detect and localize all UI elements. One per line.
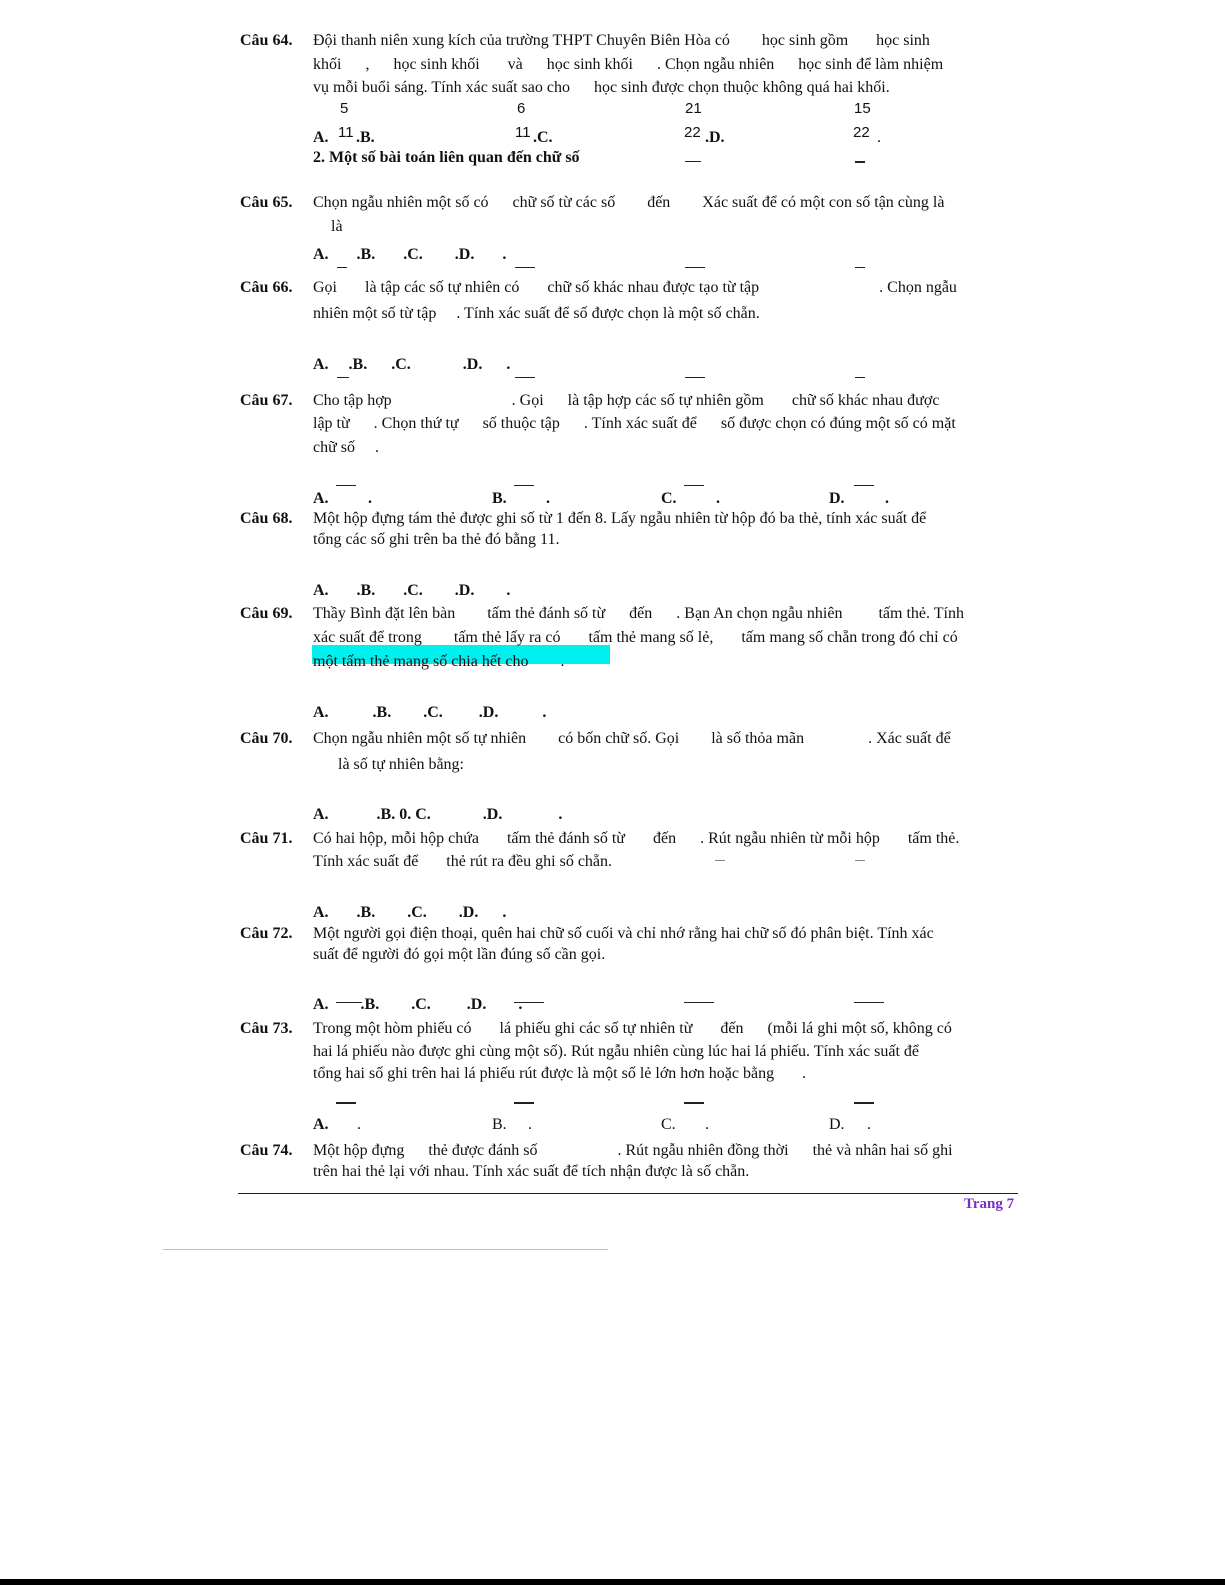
fraction-bar [336, 1102, 356, 1104]
fraction-bar [514, 1102, 534, 1104]
question-73-line-1: Trong một hòm phiếu có lá phiếu ghi các số tự nhiên từ đến (mỗi lá ghi một số, không có [313, 1020, 952, 1037]
question-72-line-1: Một người gọi điện thoại, quên hai chữ số cuối và chỉ nhớ rằng hai chữ số đó phân biệt. Tính xác [313, 925, 934, 942]
question-64-label: Câu 64. [240, 32, 293, 49]
question-68-options: A. .B. .C. .D. . [313, 582, 511, 599]
question-65-label: Câu 65. [240, 194, 293, 211]
question-68-line-2: tổng các số ghi trên ba thẻ đó bằng 11. [313, 531, 560, 548]
question-67-line-2: lập từ . Chọn thứ tự số thuộc tập . Tính xác suất để số được chọn có đúng một số có mặt [313, 415, 956, 432]
question-74-line-1: Một hộp đựng thẻ được đánh số . Rút ngẫu nhiên đồng thời thẻ và nhân hai số ghi [313, 1142, 953, 1159]
q67-dot-d: . [885, 490, 889, 507]
question-74-label: Câu 74. [240, 1142, 293, 1159]
q67-option-a: A. [313, 490, 329, 507]
fraction-bar [684, 1002, 714, 1003]
question-65-line-1: Chọn ngẫu nhiên một số có chữ số từ các số đến Xác suất để có một con số tận cùng là [313, 194, 945, 211]
question-69-label: Câu 69. [240, 605, 293, 622]
question-64-line-3: vụ mỗi buổi sáng. Tính xác suất sao cho học sinh được chọn thuộc không quá hai khối. [313, 79, 890, 96]
section-2-heading: 2. Một số bài toán liên quan đến chữ số [313, 149, 580, 166]
q64-b-denominator: 11 [515, 124, 531, 141]
q67-option-c: C. [661, 490, 677, 507]
q64-end-dot: . [877, 129, 881, 146]
question-72-label: Câu 72. [240, 925, 293, 942]
q73-option-a: A. [313, 1116, 329, 1133]
q73-option-b: B. [492, 1116, 507, 1133]
q64-c-denominator: 22 [684, 124, 701, 141]
fraction-bar [685, 377, 705, 378]
footer-rule [238, 1193, 1018, 1194]
fraction-bar [854, 1102, 874, 1104]
question-69-options: A. .B. .C. .D. . [313, 704, 547, 721]
question-73-label: Câu 73. [240, 1020, 293, 1037]
q64-a-numerator: 5 [340, 100, 349, 117]
question-71-line-2: Tính xác suất để thẻ rút ra đều ghi số chẵn. [313, 853, 613, 870]
fraction-bar [715, 860, 725, 861]
q73-dot-b: . [528, 1116, 532, 1133]
question-69-line-2: xác suất để trong tấm thẻ lấy ra có tấm thẻ mang số lẻ, tấm mang số chẵn trong đó chỉ có [313, 629, 958, 646]
fraction-bar [685, 161, 701, 162]
fraction-bar [514, 485, 534, 486]
q64-option-d: .D. [705, 129, 725, 146]
question-70-options: A. .B. 0. C. .D. . [313, 806, 563, 823]
fraction-bar [854, 485, 874, 486]
question-66-line-2: nhiên một số từ tập . Tính xác suất để số được chọn là một số chẵn. [313, 305, 760, 322]
q64-d-numerator: 15 [854, 100, 871, 117]
q64-option-b: .B. [356, 129, 375, 146]
q67-dot-b: . [546, 490, 550, 507]
q67-option-d: D. [829, 490, 845, 507]
fraction-bar [515, 267, 535, 268]
question-67-line-1: Cho tập hợp . Gọi là tập hợp các số tự nhiên gồm chữ số khác nhau được [313, 392, 940, 409]
fraction-bar [337, 377, 349, 378]
fraction-bar [514, 1002, 544, 1003]
fraction-bar [336, 485, 356, 486]
question-73-line-3: tổng hai số ghi trên hai lá phiếu rút được là một số lẻ lớn hơn hoặc bằng . [313, 1065, 807, 1082]
question-64-line-2: khối , học sinh khối và học sinh khối . Chọn ngẫu nhiên học sinh để làm nhiệm [313, 56, 944, 73]
fraction-bar [336, 1002, 362, 1003]
q73-dot-a: . [357, 1116, 361, 1133]
fraction-bar [855, 377, 865, 378]
question-71-label: Câu 71. [240, 830, 293, 847]
fraction-bar [685, 267, 705, 268]
bottom-bar [0, 1579, 1225, 1585]
question-69-line-3: một tấm thẻ mang số chia hết cho . [313, 653, 565, 670]
question-72-line-2: suất để người đó gọi một lần đúng số cần gọi. [313, 946, 606, 963]
question-67-label: Câu 67. [240, 392, 293, 409]
question-70-line-1: Chọn ngẫu nhiên một số tự nhiên có bốn chữ số. Gọi là số thỏa mãn . Xác suất để [313, 730, 951, 747]
fraction-bar [855, 267, 865, 268]
question-68-line-1: Một hộp đựng tám thẻ được ghi số từ 1 đến 8. Lấy ngẫu nhiên từ hộp đó ba thẻ, tính xác suất để [313, 510, 927, 527]
q64-d-denominator: 22 [853, 124, 870, 141]
fraction-bar [855, 860, 865, 861]
question-65-options: A. .B. .C. .D. . [313, 246, 507, 263]
q64-option-c: .C. [533, 129, 553, 146]
question-73-line-2: hai lá phiếu nào được ghi cùng một số). Rút ngẫu nhiên cùng lúc hai lá phiếu. Tính xác suất để [313, 1043, 920, 1060]
q64-a-denominator: 11 [338, 124, 354, 141]
question-66-label: Câu 66. [240, 279, 293, 296]
question-66-line-1: Gọi là tập các số tự nhiên có chữ số khác nhau được tạo từ tập . Chọn ngẫu [313, 279, 957, 296]
question-71-options: A. .B. .C. .D. . [313, 904, 507, 921]
q64-option-a: A. [313, 129, 329, 146]
fraction-bar [855, 161, 865, 163]
fraction-bar [337, 267, 347, 268]
fraction-bar [684, 1102, 704, 1104]
question-65-line-2: là [331, 218, 343, 235]
question-64-line-1: Đội thanh niên xung kích của trường THPT Chuyên Biên Hòa có học sinh gồm học sinh [313, 32, 930, 49]
question-66-options: A. .B. .C. .D. . [313, 356, 511, 373]
q73-dot-d: . [867, 1116, 871, 1133]
fraction-bar [684, 485, 704, 486]
question-70-line-2: là số tự nhiên bằng: [338, 756, 464, 773]
q67-option-b: B. [492, 490, 507, 507]
q73-option-c: C. [661, 1116, 676, 1133]
q67-dot-c: . [716, 490, 720, 507]
page-number: Trang 7 [964, 1196, 1015, 1212]
q67-dot-a: . [368, 490, 372, 507]
q64-c-numerator: 21 [685, 100, 702, 117]
question-67-line-3: chữ số . [313, 439, 379, 456]
question-70-label: Câu 70. [240, 730, 293, 747]
fraction-bar [515, 377, 535, 378]
q73-dot-c: . [705, 1116, 709, 1133]
question-68-label: Câu 68. [240, 510, 293, 527]
q73-option-d: D. [829, 1116, 845, 1133]
question-71-line-1: Có hai hộp, mỗi hộp chứa tấm thẻ đánh số từ đến . Rút ngẫu nhiên từ mỗi hộp tấm thẻ. [313, 830, 960, 847]
page-separator [163, 1249, 608, 1250]
question-72-options: A. .B. .C. .D. . [313, 996, 523, 1013]
question-69-line-1: Thầy Bình đặt lên bàn tấm thẻ đánh số từ đến . Bạn An chọn ngẫu nhiên tấm thẻ. Tính [313, 605, 964, 622]
q64-b-numerator: 6 [517, 100, 526, 117]
question-74-line-2: trên hai thẻ lại với nhau. Tính xác suất để tích nhận được là số chẵn. [313, 1163, 750, 1180]
fraction-bar [854, 1002, 884, 1003]
